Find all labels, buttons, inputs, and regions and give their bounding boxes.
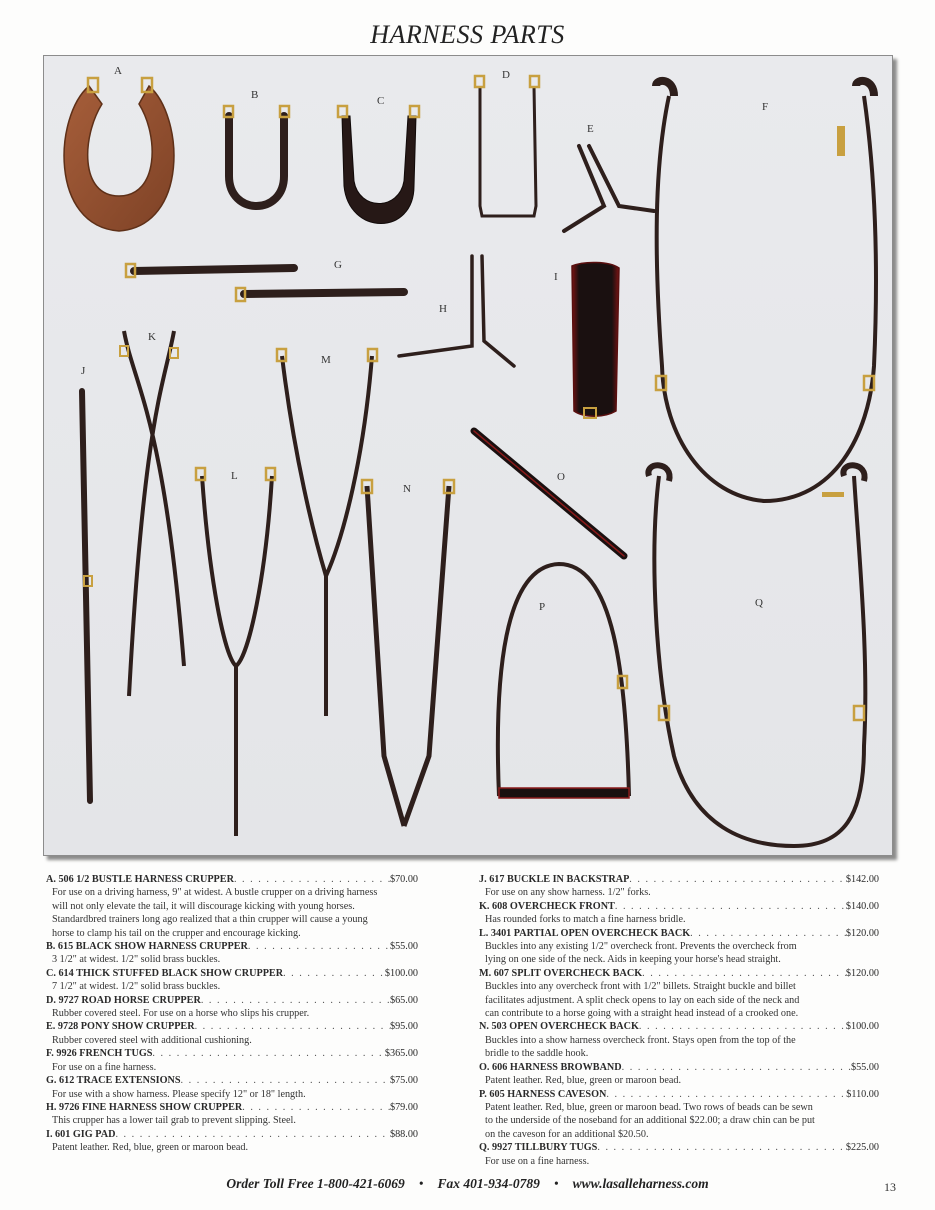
product-entry bbox=[46, 940, 418, 967]
product-description: Patent leather. Red, blue, green or maroon bead. bbox=[52, 1142, 249, 1154]
label-a: A bbox=[114, 65, 122, 77]
product-description: Buckles into any existing 1/2" overcheck front. Prevents the overcheck from lying on one side of the neck. Aids in keeping your horse's head straight. bbox=[485, 941, 797, 966]
product-price: $225.00 bbox=[845, 1142, 879, 1154]
item-q-tillbury-tugs bbox=[648, 465, 865, 846]
item-p-caveson bbox=[498, 564, 629, 798]
product-name: A. 506 1/2 BUSTLE HARNESS CRUPPER bbox=[46, 874, 234, 885]
product-entry bbox=[479, 873, 879, 900]
product-name: C. 614 THICK STUFFED BLACK SHOW CRUPPER bbox=[46, 967, 284, 979]
label-h: H bbox=[439, 303, 447, 315]
product-entry bbox=[46, 1047, 418, 1074]
harness-parts-illustration bbox=[44, 56, 892, 855]
product-photo bbox=[43, 55, 893, 856]
product-price: $70.00 bbox=[389, 874, 418, 885]
page-title: HARNESS PARTS bbox=[370, 20, 565, 49]
product-entry bbox=[479, 1020, 879, 1060]
product-price: $110.00 bbox=[846, 1088, 879, 1100]
product-description: For use on any show harness. 1/2" forks. bbox=[485, 887, 651, 899]
product-name: I. 601 GIG PAD bbox=[46, 1128, 116, 1140]
label-f: F bbox=[762, 101, 769, 113]
product-description: For use with a show harness. Please specify 12" or 18" length. bbox=[52, 1088, 306, 1100]
item-m-split-overcheck bbox=[277, 349, 377, 716]
product-entry bbox=[479, 1141, 879, 1168]
product-list-right bbox=[479, 873, 879, 1168]
product-entry bbox=[479, 927, 879, 967]
product-price: $88.00 bbox=[389, 1128, 418, 1140]
label-n: N bbox=[403, 483, 411, 495]
item-j-backstrap bbox=[82, 391, 92, 801]
footer-separator: • bbox=[418, 1176, 424, 1191]
product-name: B. 615 BLACK SHOW HARNESS CRUPPER bbox=[46, 941, 248, 953]
product-name: G. 612 TRACE EXTENSIONS bbox=[46, 1075, 181, 1087]
item-d-road-horse-crupper bbox=[475, 76, 539, 216]
product-entry bbox=[46, 967, 418, 994]
item-e-pony-crupper bbox=[564, 146, 654, 231]
product-entry bbox=[479, 967, 879, 1021]
product-description: For use on a fine harness. bbox=[485, 1155, 590, 1167]
page-number: 13 bbox=[884, 1180, 896, 1194]
product-entry bbox=[479, 900, 879, 927]
product-price: $142.00 bbox=[845, 874, 879, 885]
product-entry bbox=[479, 1088, 879, 1142]
product-description: Buckles into any overcheck front with 1/2" billets. Straight buckle and billet facilitates adjustment. A split check opens to lay on each side of the neck and can contribute to a horse going with a straight head instead of a crooked one. bbox=[485, 981, 800, 1020]
product-name: L. 3401 PARTIAL OPEN OVERCHECK BACK bbox=[479, 927, 691, 939]
product-name: P. 605 HARNESS CAVESON bbox=[479, 1088, 607, 1100]
product-entry bbox=[46, 1128, 418, 1155]
product-price: $100.00 bbox=[384, 967, 418, 979]
label-i: I bbox=[554, 271, 558, 283]
product-entry bbox=[479, 1061, 879, 1088]
item-a-bustle-crupper bbox=[64, 78, 174, 231]
label-e: E bbox=[587, 123, 594, 135]
order-phone[interactable]: Order Toll Free 1-800-421-6069 bbox=[226, 1176, 405, 1191]
product-description: 7 1/2" at widest. 1/2" solid brass buckles. bbox=[52, 981, 221, 993]
product-price: $79.00 bbox=[389, 1101, 418, 1113]
product-entry bbox=[46, 994, 418, 1021]
product-entry bbox=[46, 1020, 418, 1047]
product-name: M. 607 SPLIT OVERCHECK BACK bbox=[479, 967, 643, 979]
product-name: K. 608 OVERCHECK FRONT bbox=[479, 900, 615, 912]
product-description: This crupper has a lower tail grab to prevent slipping. Steel. bbox=[52, 1115, 296, 1127]
label-d: D bbox=[502, 69, 510, 81]
item-l-partial-overcheck bbox=[196, 468, 275, 836]
product-description: Has rounded forks to match a fine harness bridle. bbox=[485, 914, 686, 926]
label-j: J bbox=[81, 365, 86, 377]
product-description: For use on a driving harness, 9" at widest. A bustle crupper on a driving harness will not only elevate the tail, it will discourage kicking with young horses. Standardbred trainers long ago realized that a thin crupper will cause a young horse to clamp his tail on the crupper and encourage kicking. bbox=[52, 887, 378, 939]
item-b-crupper bbox=[224, 106, 289, 206]
product-price: $140.00 bbox=[845, 900, 879, 912]
product-description: Patent leather. Red, blue, green or maroon bead. bbox=[485, 1075, 682, 1087]
product-description: 3 1/2" at widest. 1/2" solid brass buckles. bbox=[52, 954, 221, 966]
label-p: P bbox=[539, 601, 546, 613]
label-q: Q bbox=[755, 597, 763, 609]
product-description: Buckles into a show harness overcheck front. Stays open from the top of the bridle to the saddle hook. bbox=[485, 1034, 796, 1060]
product-price: $365.00 bbox=[384, 1048, 418, 1060]
product-name: Q. 9927 TILLBURY TUGS bbox=[479, 1142, 598, 1154]
item-o-browband bbox=[474, 431, 624, 556]
product-price: $95.00 bbox=[389, 1021, 418, 1033]
product-description: Patent leather. Red, blue, green or maroon bead. Two rows of beads can be sewn to the underside of the noseband for an additional $22.00; a draw chin can be put on the caveson for an additional $20.50. bbox=[485, 1101, 815, 1140]
order-footer bbox=[0, 1176, 935, 1192]
fax-number: Fax 401-934-0789 bbox=[437, 1176, 540, 1191]
item-f-french-tugs bbox=[656, 81, 876, 501]
product-description: Rubber covered steel. For use on a horse who slips his crupper. bbox=[52, 1008, 310, 1020]
product-name: J. 617 BUCKLE IN BACKSTRAP bbox=[479, 874, 630, 885]
label-m: M bbox=[321, 354, 331, 366]
label-o: O bbox=[557, 471, 565, 483]
item-h-show-crupper bbox=[399, 256, 514, 366]
product-entry bbox=[46, 1074, 418, 1101]
product-name: E. 9728 PONY SHOW CRUPPER bbox=[46, 1021, 195, 1033]
label-g: G bbox=[334, 259, 342, 271]
product-list-left bbox=[46, 873, 418, 1155]
product-price: $55.00 bbox=[850, 1061, 879, 1073]
product-description: Rubber covered steel with additional cushioning. bbox=[52, 1034, 252, 1046]
item-g-trace-extensions bbox=[126, 264, 404, 301]
footer-separator: • bbox=[553, 1176, 559, 1191]
product-price: $100.00 bbox=[845, 1021, 879, 1033]
product-entry bbox=[46, 1101, 418, 1128]
label-k: K bbox=[148, 331, 156, 343]
product-price: $75.00 bbox=[389, 1075, 418, 1087]
product-name: D. 9727 ROAD HORSE CRUPPER bbox=[46, 994, 201, 1006]
item-n-open-overcheck bbox=[362, 480, 454, 826]
product-entry bbox=[46, 873, 418, 940]
item-k-overcheck-front bbox=[120, 331, 184, 696]
product-name: O. 606 HARNESS BROWBAND bbox=[479, 1061, 622, 1073]
label-b: B bbox=[251, 89, 259, 101]
item-c-crupper bbox=[338, 106, 419, 224]
product-description: For use on a fine harness. bbox=[52, 1061, 157, 1073]
label-c: C bbox=[377, 95, 385, 107]
product-price: $65.00 bbox=[389, 994, 418, 1006]
item-i-gig-pad bbox=[572, 262, 619, 418]
product-price: $55.00 bbox=[389, 941, 418, 953]
label-l: L bbox=[231, 470, 238, 482]
website-link[interactable]: www.lasalleharness.com bbox=[572, 1176, 709, 1191]
product-name: F. 9926 FRENCH TUGS bbox=[46, 1048, 153, 1060]
product-name: H. 9726 FINE HARNESS SHOW CRUPPER bbox=[46, 1101, 243, 1113]
product-price: $120.00 bbox=[845, 967, 879, 979]
product-price: $120.00 bbox=[845, 927, 879, 939]
product-name: N. 503 OPEN OVERCHECK BACK bbox=[479, 1021, 639, 1033]
